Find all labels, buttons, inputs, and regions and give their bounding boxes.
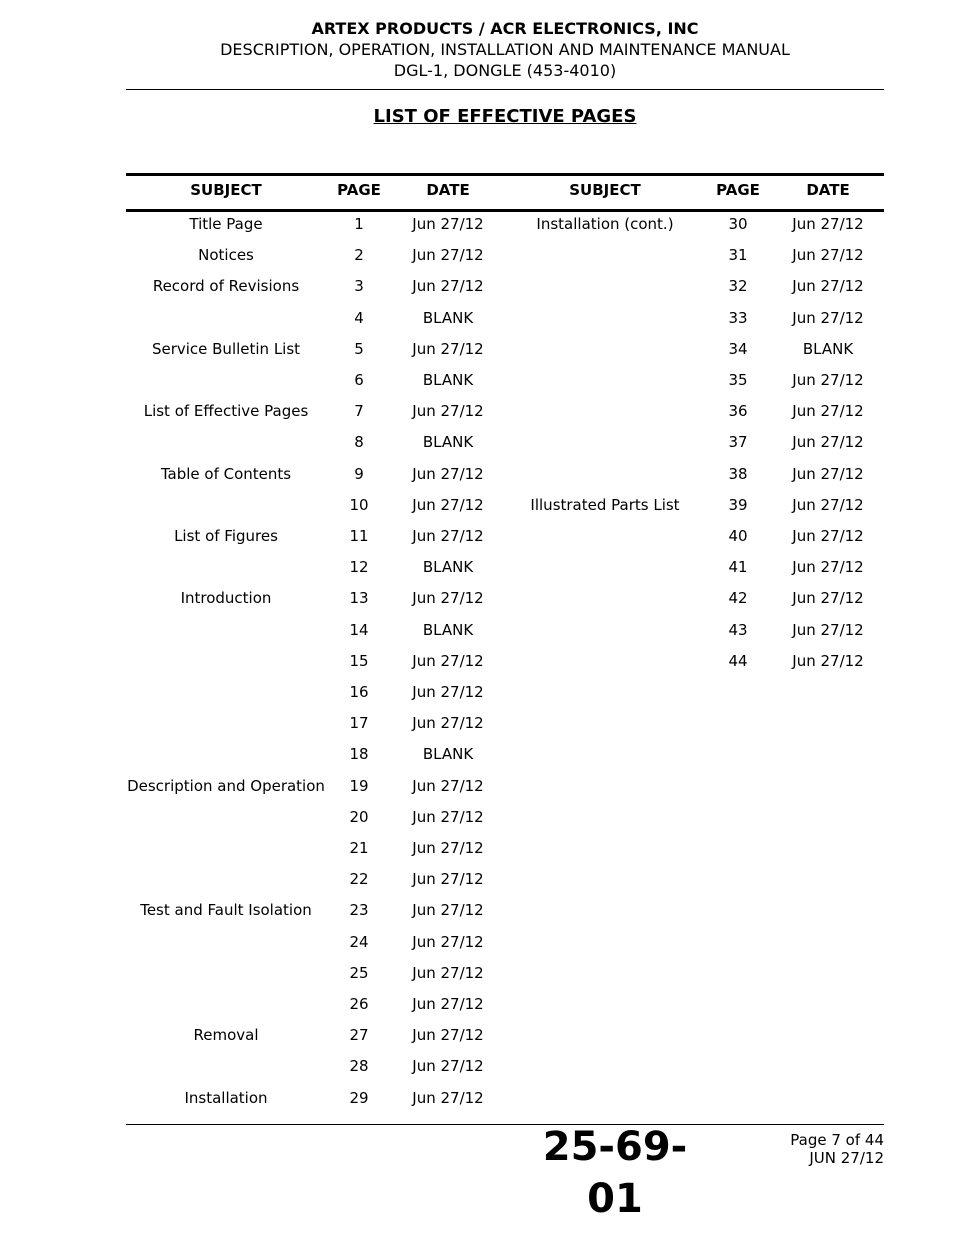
left-row-subject: Service Bulletin List <box>151 340 301 358</box>
left-row-page: 16 <box>349 683 369 701</box>
left-row-subject: Description and Operation <box>127 777 325 795</box>
chapter-code: 25-69-01 <box>542 1124 688 1222</box>
left-row-date: Jun 27/12 <box>412 1057 484 1075</box>
left-row-date: Jun 27/12 <box>412 402 484 420</box>
document-header <box>0 18 954 81</box>
left-row-page: 29 <box>349 1089 369 1107</box>
left-row-page: 12 <box>349 558 369 576</box>
table-top-rule <box>126 173 884 176</box>
left-row-date: BLANK <box>422 309 474 327</box>
right-row-page: 39 <box>728 496 748 514</box>
left-row-date: BLANK <box>422 621 474 639</box>
right-row-date: Jun 27/12 <box>792 558 864 576</box>
left-row-page: 2 <box>354 246 364 264</box>
left-row-subject: Title Page <box>189 215 263 233</box>
right-row-date: Jun 27/12 <box>792 465 864 483</box>
left-row-date: BLANK <box>422 371 474 389</box>
left-row-date: Jun 27/12 <box>412 995 484 1013</box>
right-row-page: 41 <box>728 558 748 576</box>
right-row-page: 32 <box>728 277 748 295</box>
right-row-date: Jun 27/12 <box>792 621 864 639</box>
left-row-page: 7 <box>354 402 364 420</box>
left-row-date: Jun 27/12 <box>412 870 484 888</box>
right-row-subject: Installation (cont.) <box>536 215 674 233</box>
left-row-page: 11 <box>349 527 369 545</box>
left-row-date: Jun 27/12 <box>412 901 484 919</box>
company-name: ARTEX PRODUCTS / ACR ELECTRONICS, INC <box>311 19 699 38</box>
revision-date: JUN 27/12 <box>809 1149 884 1167</box>
table-header-rule <box>126 209 884 212</box>
left-row-date: BLANK <box>422 433 474 451</box>
page-number: Page 7 of 44 <box>790 1131 884 1149</box>
left-row-date: Jun 27/12 <box>412 933 484 951</box>
right-row-page: 34 <box>728 340 748 358</box>
left-row-page: 6 <box>354 371 364 389</box>
right-row-page: 38 <box>728 465 748 483</box>
left-row-date: Jun 27/12 <box>412 215 484 233</box>
column-header-date-right: DATE <box>806 181 850 199</box>
column-header-page-left: PAGE <box>337 181 381 199</box>
left-row-page: 4 <box>354 309 364 327</box>
left-row-date: Jun 27/12 <box>412 1026 484 1044</box>
left-row-page: 3 <box>354 277 364 295</box>
right-row-date: Jun 27/12 <box>792 433 864 451</box>
left-row-date: Jun 27/12 <box>412 527 484 545</box>
right-row-subject: Illustrated Parts List <box>530 496 680 514</box>
left-row-page: 25 <box>349 964 369 982</box>
right-row-date: Jun 27/12 <box>792 277 864 295</box>
column-header-date-left: DATE <box>426 181 470 199</box>
page-title: LIST OF EFFECTIVE PAGES <box>373 106 637 127</box>
left-row-page: 8 <box>354 433 364 451</box>
left-row-subject: Table of Contents <box>160 465 292 483</box>
left-row-date: Jun 27/12 <box>412 589 484 607</box>
left-row-page: 5 <box>354 340 364 358</box>
left-row-subject: Notices <box>198 246 254 264</box>
right-row-date: Jun 27/12 <box>792 402 864 420</box>
left-row-date: Jun 27/12 <box>412 839 484 857</box>
right-row-date: Jun 27/12 <box>792 215 864 233</box>
header-divider <box>126 89 884 90</box>
left-row-page: 26 <box>349 995 369 1013</box>
left-row-date: Jun 27/12 <box>412 652 484 670</box>
left-row-page: 17 <box>349 714 369 732</box>
right-row-page: 44 <box>728 652 748 670</box>
left-row-subject: Test and Fault Isolation <box>140 901 312 919</box>
right-row-page: 43 <box>728 621 748 639</box>
right-row-page: 36 <box>728 402 748 420</box>
right-row-page: 31 <box>728 246 748 264</box>
left-row-subject: Record of Revisions <box>152 277 300 295</box>
left-row-date: Jun 27/12 <box>412 496 484 514</box>
manual-title: DESCRIPTION, OPERATION, INSTALLATION AND MAINTENANCE MANUAL <box>220 40 790 59</box>
left-row-page: 27 <box>349 1026 369 1044</box>
left-row-page: 1 <box>354 215 364 233</box>
left-row-page: 15 <box>349 652 369 670</box>
left-row-page: 13 <box>349 589 369 607</box>
right-row-page: 35 <box>728 371 748 389</box>
product-name: DGL-1, DONGLE (453-4010) <box>393 61 617 80</box>
left-row-page: 23 <box>349 901 369 919</box>
column-header-subject-left: SUBJECT <box>190 181 262 199</box>
right-row-date: Jun 27/12 <box>792 371 864 389</box>
footer-page-info <box>760 1131 884 1167</box>
left-row-page: 18 <box>349 745 369 763</box>
footer-divider <box>126 1124 884 1125</box>
left-row-date: Jun 27/12 <box>412 340 484 358</box>
left-row-page: 10 <box>349 496 369 514</box>
left-row-date: Jun 27/12 <box>412 683 484 701</box>
left-row-subject: Introduction <box>180 589 272 607</box>
right-row-date: Jun 27/12 <box>792 589 864 607</box>
right-row-date: Jun 27/12 <box>792 309 864 327</box>
left-row-date: Jun 27/12 <box>412 808 484 826</box>
left-row-date: Jun 27/12 <box>412 964 484 982</box>
column-header-page-right: PAGE <box>716 181 760 199</box>
left-row-subject: Removal <box>193 1026 259 1044</box>
left-row-page: 9 <box>354 465 364 483</box>
column-header-subject-right: SUBJECT <box>569 181 641 199</box>
right-row-page: 40 <box>728 527 748 545</box>
left-row-subject: List of Effective Pages <box>143 402 309 420</box>
right-row-page: 37 <box>728 433 748 451</box>
right-row-date: Jun 27/12 <box>792 527 864 545</box>
left-row-page: 21 <box>349 839 369 857</box>
left-row-date: BLANK <box>422 745 474 763</box>
left-row-page: 14 <box>349 621 369 639</box>
right-row-date: Jun 27/12 <box>792 496 864 514</box>
left-row-date: Jun 27/12 <box>412 777 484 795</box>
left-row-page: 24 <box>349 933 369 951</box>
left-row-page: 19 <box>349 777 369 795</box>
right-row-date: BLANK <box>802 340 854 358</box>
left-row-date: BLANK <box>422 558 474 576</box>
left-row-subject: Installation <box>184 1089 268 1107</box>
left-row-date: Jun 27/12 <box>412 714 484 732</box>
left-row-date: Jun 27/12 <box>412 277 484 295</box>
right-row-page: 42 <box>728 589 748 607</box>
left-row-page: 22 <box>349 870 369 888</box>
left-row-page: 20 <box>349 808 369 826</box>
left-row-date: Jun 27/12 <box>412 246 484 264</box>
right-row-date: Jun 27/12 <box>792 652 864 670</box>
left-row-subject: List of Figures <box>174 527 278 545</box>
right-row-page: 30 <box>728 215 748 233</box>
left-row-page: 28 <box>349 1057 369 1075</box>
right-row-date: Jun 27/12 <box>792 246 864 264</box>
left-row-date: Jun 27/12 <box>412 1089 484 1107</box>
left-row-date: Jun 27/12 <box>412 465 484 483</box>
right-row-page: 33 <box>728 309 748 327</box>
